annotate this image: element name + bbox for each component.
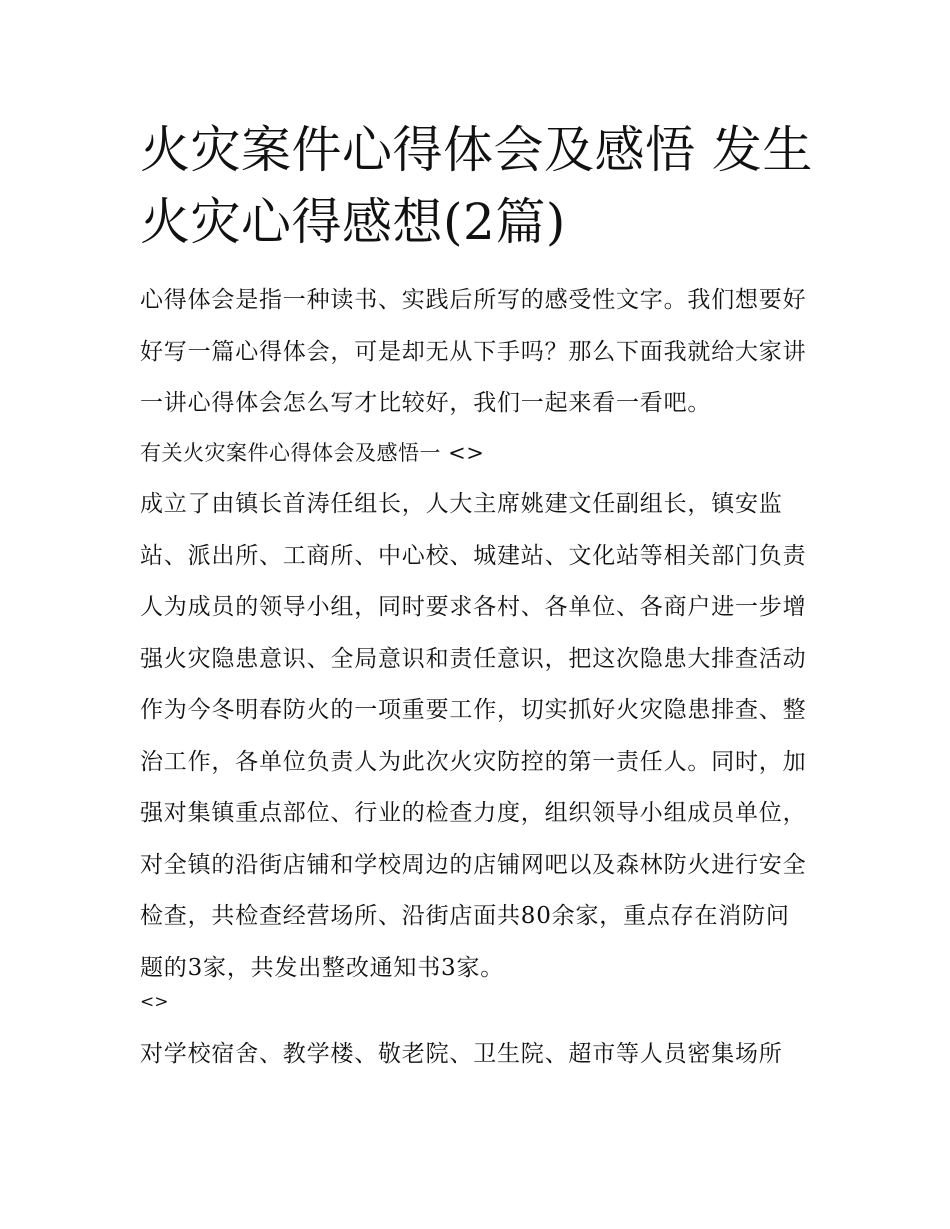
section-heading-1: 有关火灾案件心得体会及感悟一 <> (140, 441, 485, 465)
document-title: 火灾案件心得体会及感悟 发生火灾心得感想(2篇) (140, 121, 813, 251)
section-2-paragraph: 对学校宿舍、教学楼、敬老院、卫生院、超市等人员密集场所 (140, 1041, 783, 1067)
section-1-paragraph: 成立了由镇长首涛任组长，人大主席姚建文任副组长，镇安监站、派出所、工商所、中心校、城建站、文化站等相关部门负责人为成员的领导小组，同时要求各村、各单位、各商户进一步增强火灾隐患意识、全局意识和责任意识，把这次隐患大排查活动作为今冬明春防火的一项重要工作，切实抓好火灾隐患排查、整治工作，各单位负责人为此次火灾防控的第一责任人。同时，加强对集镇重点部位、行业的检查力度，组织领导小组成员单位，对全镇的沿街店铺和学校周边的店铺网吧以及森林防火进行安全检查，共检查经营场所、沿街店面共80余家，重点存在消防问题的3家，共发出整改通知书3家。 (140, 491, 807, 981)
section-marker: <> (140, 992, 169, 1012)
intro-paragraph: 心得体会是指一种读书、实践后所写的感受性文字。我们想要好好写一篇心得体会，可是却无从下手吗？那么下面我就给大家讲一讲心得体会怎么写才比较好，我们一起来看一看吧。 (140, 287, 807, 416)
